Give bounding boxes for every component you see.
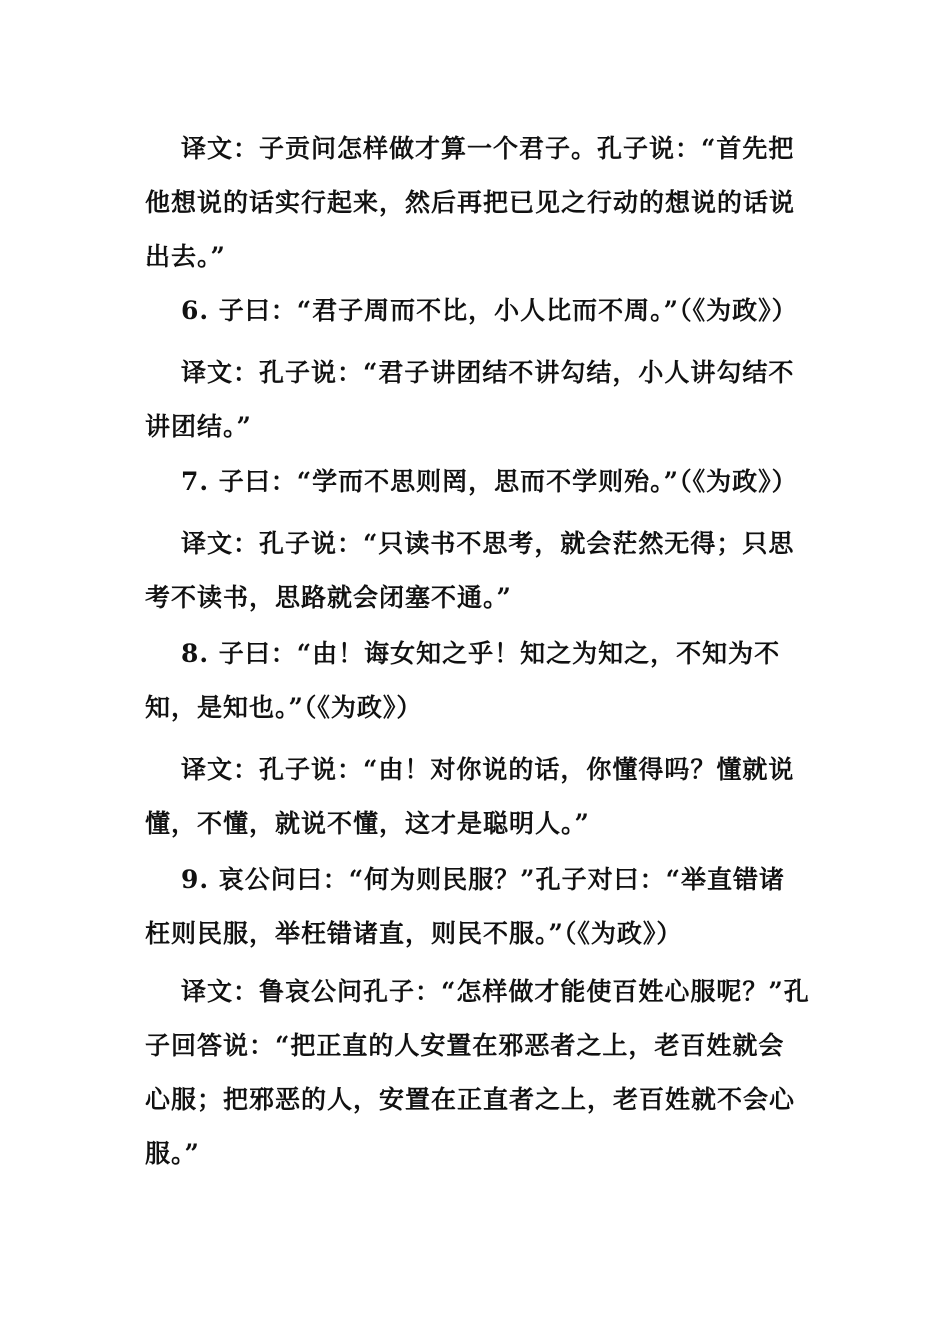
quote-paragraph-9: 9. 哀公问曰：“何为则民服？”孔子对曰：“举直错诸枉则民服，举枉错诸直，则民不服。”（《为政》）	[145, 865, 785, 948]
translation-paragraph-6: 译文：孔子说：“君子讲团结不讲勾结，小人讲勾结不讲团结。”	[145, 358, 795, 441]
translation-paragraph-5: 译文：子贡问怎样做才算一个君子。孔子说：“首先把他想说的话实行起来，然后再把已见之行动的想说的话说出去。”	[145, 134, 796, 271]
translation-paragraph-9: 译文：鲁哀公问孔子：“怎样做才能使百姓心服呢？”孔子回答说：“把正直的人安置在邪恶者之上，老百姓就会心服；把邪恶的人，安置在正直者之上，老百姓就不会心服。”	[145, 977, 810, 1168]
translation-paragraph-7: 译文：孔子说：“只读书不思考，就会茫然无得；只思考不读书，思路就会闭塞不通。”	[145, 529, 795, 612]
quote-paragraph-6: 6. 子曰：“君子周而不比，小人比而不周。”（《为政》）	[181, 296, 798, 325]
translation-paragraph-8: 译文：孔子说：“由！对你说的话，你懂得吗？懂就说懂，不懂，就说不懂，这才是聪明人。”	[145, 755, 795, 838]
quote-paragraph-7: 7. 子曰：“学而不思则罔，思而不学则殆。”（《为政》）	[181, 467, 798, 496]
quote-paragraph-8: 8. 子曰：“由！诲女知之乎！知之为知之，不知为不知，是知也。”（《为政》）	[145, 639, 781, 722]
